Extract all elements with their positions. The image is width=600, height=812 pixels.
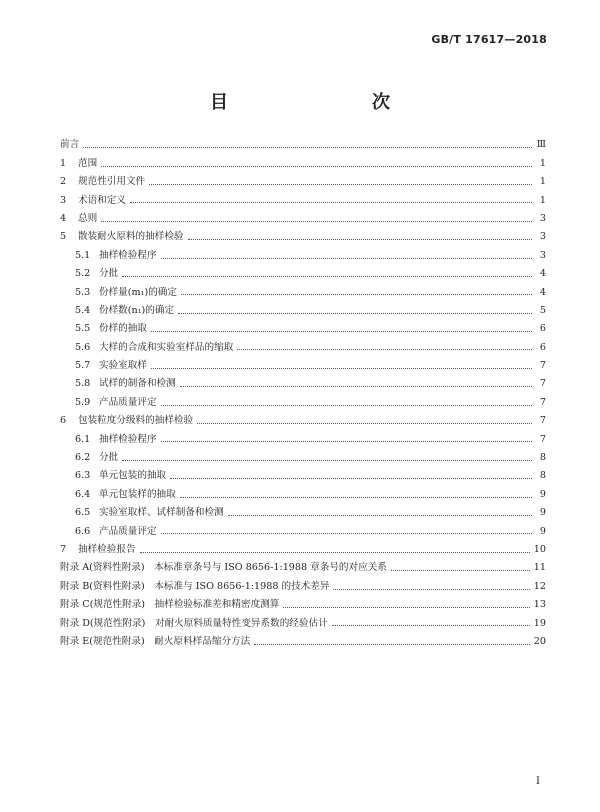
dot-leader	[161, 440, 532, 442]
toc-entry-page: 9	[539, 488, 546, 500]
toc-entry-number: 6	[60, 415, 67, 427]
toc-entry-page: 11	[533, 562, 546, 574]
toc-entry-label: 附录 C(规范性附录) 抽样检验标准差和精密度测算	[60, 599, 280, 611]
footer-page-number: I	[536, 776, 540, 787]
toc-entry-label: 附录 A(资料性附录) 本标准章条号与 ISO 8656-1:1988 章条号的对应关系	[60, 562, 387, 574]
toc-entry[interactable]	[60, 246, 546, 264]
toc-entry[interactable]	[60, 338, 546, 356]
toc-entry[interactable]	[60, 191, 546, 209]
dot-leader	[228, 514, 532, 516]
toc-entry-page: 10	[533, 543, 546, 555]
toc-entry-label: 份样的抽取	[99, 323, 147, 335]
toc-entry-page: 7	[539, 415, 546, 427]
toc-entry-label: 产品质量评定	[99, 525, 157, 537]
toc-entry-label: 包装粒度分级料的抽样检验	[78, 415, 194, 427]
toc-entry-number: 2	[60, 176, 67, 188]
toc-entry[interactable]	[60, 430, 546, 448]
toc-entry[interactable]	[60, 320, 546, 338]
toc-entry[interactable]	[60, 412, 546, 430]
toc-entry-label: 抽样检验程序	[99, 249, 157, 261]
toc-entry[interactable]	[60, 265, 546, 283]
toc-entry[interactable]	[60, 541, 546, 559]
toc-entry-page: 1	[539, 176, 546, 188]
dot-leader	[181, 293, 532, 295]
dot-leader	[332, 624, 530, 626]
toc-entry-page: 7	[539, 396, 546, 408]
toc-entry[interactable]	[60, 467, 546, 485]
dot-leader	[170, 477, 532, 479]
toc-entry-page: 12	[533, 580, 546, 592]
toc-entry-label: 实验室取样、试样制备和检测	[99, 507, 224, 519]
toc-entry[interactable]	[60, 154, 546, 172]
toc-entry-label: 大样的合成和实验室样品的缩取	[99, 341, 234, 353]
toc-entry-page: 1	[539, 157, 546, 169]
toc-entry-page: 1	[539, 194, 546, 206]
toc-entry-label: 试样的制备和检测	[99, 378, 176, 390]
dot-leader	[254, 643, 530, 645]
toc-entry[interactable]	[60, 449, 546, 467]
toc-entry-page: 8	[539, 452, 546, 464]
toc-entry[interactable]	[60, 283, 546, 301]
toc-entry-number: 5.5	[75, 323, 91, 335]
toc-entry-page: 5	[539, 304, 546, 316]
toc-entry-page: 6	[539, 341, 546, 353]
toc-entry-page: 7	[539, 360, 546, 372]
standard-number: GB/T 17617—2018	[431, 33, 547, 46]
dot-leader	[83, 146, 532, 148]
toc-entry-label: 份样量(m₁)的确定	[99, 286, 177, 298]
toc-entry[interactable]	[60, 357, 546, 375]
toc-entry-number: 5.2	[75, 268, 91, 280]
toc-entry-number: 5	[60, 231, 67, 243]
toc-entry-label: 实验室取样	[99, 360, 147, 372]
dot-leader	[161, 257, 532, 259]
dot-leader	[188, 238, 532, 240]
toc-entry-page: 3	[539, 231, 546, 243]
toc-entry-number: 7	[60, 543, 67, 555]
toc-entry-number: 5.7	[75, 360, 91, 372]
toc-entry[interactable]	[60, 559, 546, 577]
toc-entry-label: 份样数(n₁)的确定	[99, 304, 175, 316]
dot-leader	[391, 569, 530, 571]
toc-entry-label: 附录 B(资料性附录) 本标准与 ISO 8656-1:1988 的技术差异	[60, 580, 330, 592]
table-of-contents	[60, 136, 546, 651]
toc-entry-page: 4	[539, 286, 546, 298]
toc-entry[interactable]	[60, 173, 546, 191]
dot-leader	[149, 183, 532, 185]
toc-entry-label: 前言	[60, 139, 80, 151]
toc-entry-page: 9	[539, 507, 546, 519]
toc-entry[interactable]	[60, 522, 546, 540]
toc-entry-label: 抽样检验报告	[78, 543, 136, 555]
toc-entry-number: 6.3	[75, 470, 91, 482]
toc-entry-page: 4	[539, 268, 546, 280]
toc-entry-label: 附录 D(规范性附录) 对耐火原料质量特性变异系数的经验估计	[60, 617, 328, 629]
dot-leader	[197, 422, 532, 424]
dot-leader	[237, 348, 532, 350]
dot-leader	[151, 367, 532, 369]
toc-entry[interactable]	[60, 375, 546, 393]
toc-entry[interactable]	[60, 228, 546, 246]
toc-entry-number: 1	[60, 157, 67, 169]
toc-entry-number: 5.9	[75, 396, 91, 408]
toc-entry-number: 6.4	[75, 488, 91, 500]
toc-entry-label: 单元包装的抽取	[99, 470, 167, 482]
toc-entry-label: 产品质量评定	[99, 396, 157, 408]
toc-entry[interactable]	[60, 485, 546, 503]
toc-entry-page: 3	[539, 212, 546, 224]
dot-leader	[101, 220, 532, 222]
toc-entry-page: 19	[533, 617, 546, 629]
toc-entry-page: 20	[533, 635, 546, 647]
toc-entry-label: 散装耐火原料的抽样检验	[78, 231, 184, 243]
toc-entry[interactable]	[60, 302, 546, 320]
toc-entry-label: 附录 E(规范性附录) 耐火原料样品缩分方法	[60, 635, 251, 647]
toc-entry-page: 6	[539, 323, 546, 335]
dot-leader	[130, 201, 532, 203]
toc-entry-page: 8	[539, 470, 546, 482]
dot-leader	[178, 312, 532, 314]
toc-entry-number: 6.2	[75, 452, 91, 464]
toc-entry-page: 3	[539, 249, 546, 261]
toc-entry-number: 6.6	[75, 525, 91, 537]
toc-entry[interactable]	[60, 577, 546, 595]
toc-entry-page: 7	[539, 433, 546, 445]
toc-entry-number: 4	[60, 212, 67, 224]
toc-entry-label: 总则	[78, 212, 98, 224]
toc-entry[interactable]	[60, 504, 546, 522]
dot-leader	[180, 385, 532, 387]
toc-entry-number: 3	[60, 194, 67, 206]
dot-leader	[161, 532, 532, 534]
dot-leader	[151, 330, 532, 332]
toc-entry-label: 分批	[99, 452, 119, 464]
dot-leader	[283, 606, 529, 608]
toc-entry-number: 5.3	[75, 286, 91, 298]
toc-entry-number: 5.4	[75, 304, 91, 316]
toc-entry[interactable]	[60, 596, 546, 614]
toc-entry-label: 单元包装样的抽取	[99, 488, 176, 500]
toc-entry-label: 范围	[78, 157, 98, 169]
dot-leader	[122, 275, 532, 277]
toc-entry[interactable]	[60, 393, 546, 411]
dot-leader	[140, 551, 530, 553]
toc-entry-label: 分批	[99, 268, 119, 280]
toc-entry-page: 9	[539, 525, 546, 537]
toc-entry-label: 术语和定义	[78, 194, 126, 206]
dot-leader	[122, 459, 532, 461]
dot-leader	[180, 496, 532, 498]
toc-entry-number: 6.1	[75, 433, 91, 445]
toc-entry-label: 抽样检验程序	[99, 433, 157, 445]
toc-entry-number: 5.6	[75, 341, 91, 353]
toc-entry-page: 13	[533, 599, 546, 611]
toc-entry[interactable]	[60, 136, 546, 154]
toc-entry[interactable]	[60, 210, 546, 228]
toc-entry-number: 6.5	[75, 507, 91, 519]
dot-leader	[161, 404, 532, 406]
toc-entry-label: 规范性引用文件	[78, 176, 146, 188]
toc-entry-page: 7	[539, 378, 546, 390]
toc-entry-number: 5.1	[75, 249, 91, 261]
toc-entry[interactable]	[60, 633, 546, 651]
toc-entry-page: Ⅲ	[536, 139, 546, 151]
toc-entry[interactable]	[60, 614, 546, 632]
page-title: 目 次	[210, 92, 426, 113]
toc-entry-number: 5.8	[75, 378, 91, 390]
dot-leader	[333, 588, 529, 590]
dot-leader	[101, 165, 532, 167]
